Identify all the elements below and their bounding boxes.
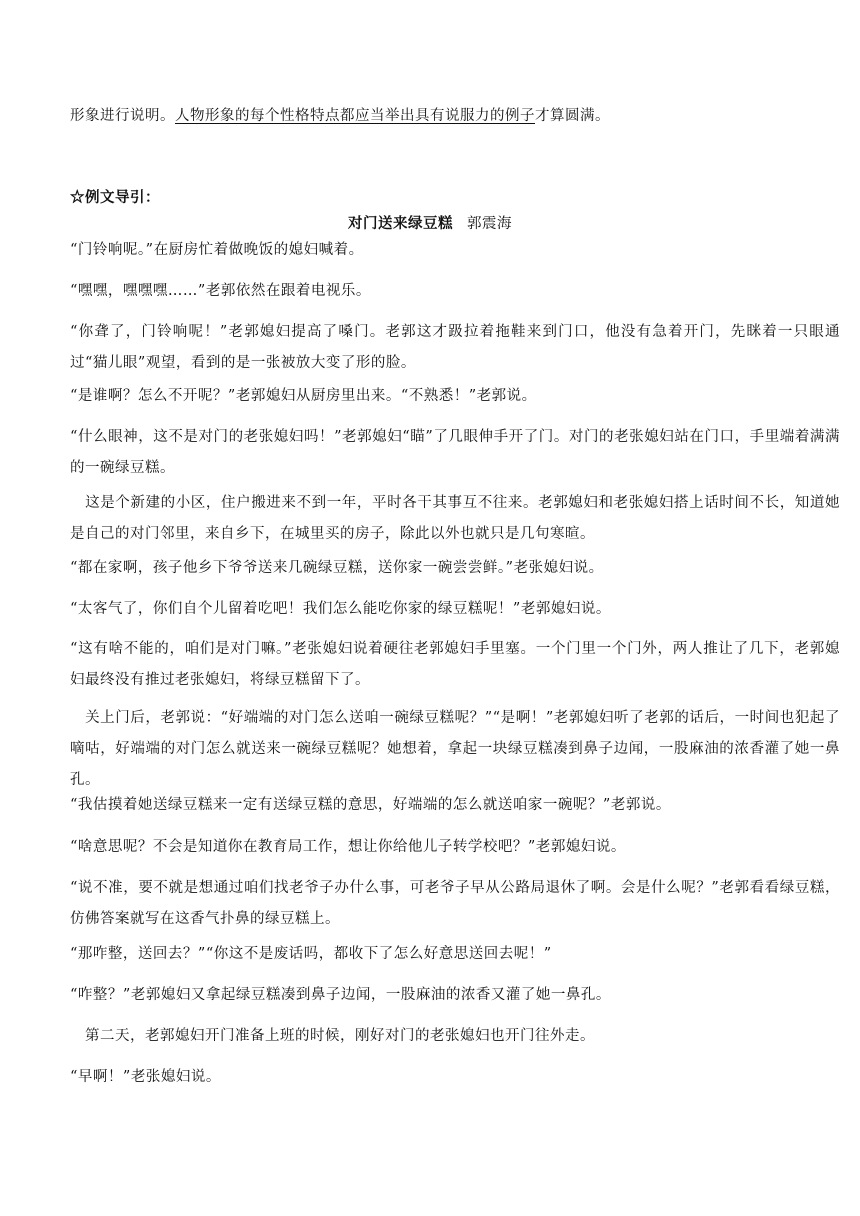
section-heading: ☆例文导引：	[70, 189, 160, 206]
paragraph: “我估摸着她送绿豆糕来一定有送绿豆糕的意思，好端端的怎么就送咱家一碗呢？”老郭说。	[70, 797, 671, 813]
paragraph: “太客气了，你们自个儿留着吃吧！我们怎么能吃你家的绿豆糕呢！”老郭媳妇说。	[70, 601, 611, 617]
paragraph: “啥意思呢？不会是知道你在教育局工作，想让你给他儿子转学校吧？”老郭媳妇说。	[70, 839, 626, 855]
paragraph: “门铃响呢。”在厨房忙着做晚饭的媳妇喊着。	[70, 242, 364, 258]
paragraph: “都在家啊，孩子他乡下爷爷送来几碗绿豆糕，送你家一碗尝尝鲜。”老张媳妇说。	[70, 560, 604, 576]
intro-line	[70, 106, 610, 126]
paragraph: “你聋了，门铃响呢！”老郭媳妇提高了嗓门。老郭这才趿拉着拖鞋来到门口，他没有急着开门，先眯着一只眼通过“猫儿眼”观望，看到的是一张被放大变了形的脸。	[70, 324, 840, 371]
paragraph: 第二天，老郭媳妇开门准备上班的时候，刚好对门的老张媳妇也开门往外走。	[70, 1028, 595, 1044]
paragraph: “咋整？”老郭媳妇又拿起绿豆糕凑到鼻子边闻，一股麻油的浓香又灌了她一鼻孔。	[70, 987, 611, 1003]
paragraph: “嘿嘿，嘿嘿嘿……”老郭依然在跟着电视乐。	[70, 283, 371, 299]
intro-suffix: 才算圆满。	[535, 108, 610, 124]
paragraph: “是谁啊？怎么不开呢？”老郭媳妇从厨房里出来。“不熟悉！”老郭说。	[70, 388, 537, 404]
article-title: 对门送来绿豆糕	[348, 215, 453, 232]
paragraph: “什么眼神，这不是对门的老张媳妇吗！”老郭媳妇“瞄”了几眼伸手开了门。对门的老张媳妇站在门口，手里端着满满的一碗绿豆糕。	[70, 429, 840, 476]
paragraph: 关上门后，老郭说：“好端端的对门怎么送咱一碗绿豆糕呢？”“是啊！”老郭媳妇听了老郭的话后，一时间也犯起了嘀咕，好端端的对门怎么就送来一碗绿豆糕呢？她想着，拿起一块绿豆糕凑到鼻子边闻，一股麻油的浓香灌了她一鼻孔。	[70, 710, 840, 788]
paragraph: “说不准，要不就是想通过咱们找老爷子办什么事，可老爷子早从公路局退休了啊。会是什么呢？”老郭看看绿豆糕，仿佛答案就写在这香气扑鼻的绿豆糕上。	[70, 880, 840, 927]
intro-prefix: 形象进行说明。	[70, 108, 175, 124]
paragraph: “早啊！”老张媳妇说。	[70, 1069, 221, 1085]
article-author: 郭震海	[467, 216, 512, 232]
article-title-line	[0, 214, 860, 234]
paragraph: “那咋整，送回去？”“你这不是废话吗，都收下了怎么好意思送回去呢！”	[70, 946, 552, 962]
intro-underlined-text: 人物形象的每个性格特点都应当举出具有说服力的例子	[175, 108, 535, 124]
paragraph: 这是个新建的小区，住户搬进来不到一年，平时各干其事互不往来。老郭媳妇和老张媳妇搭上话时间不长，知道她是自己的对门邻里，来自乡下，在城里买的房子，除此以外也就只是几句寒暄。	[70, 495, 840, 542]
paragraph: “这有啥不能的，咱们是对门嘛。”老张媳妇说着硬往老郭媳妇手里塞。一个门里一个门外，两人推让了几下，老郭媳妇最终没有推过老张媳妇，将绿豆糕留下了。	[70, 641, 840, 688]
